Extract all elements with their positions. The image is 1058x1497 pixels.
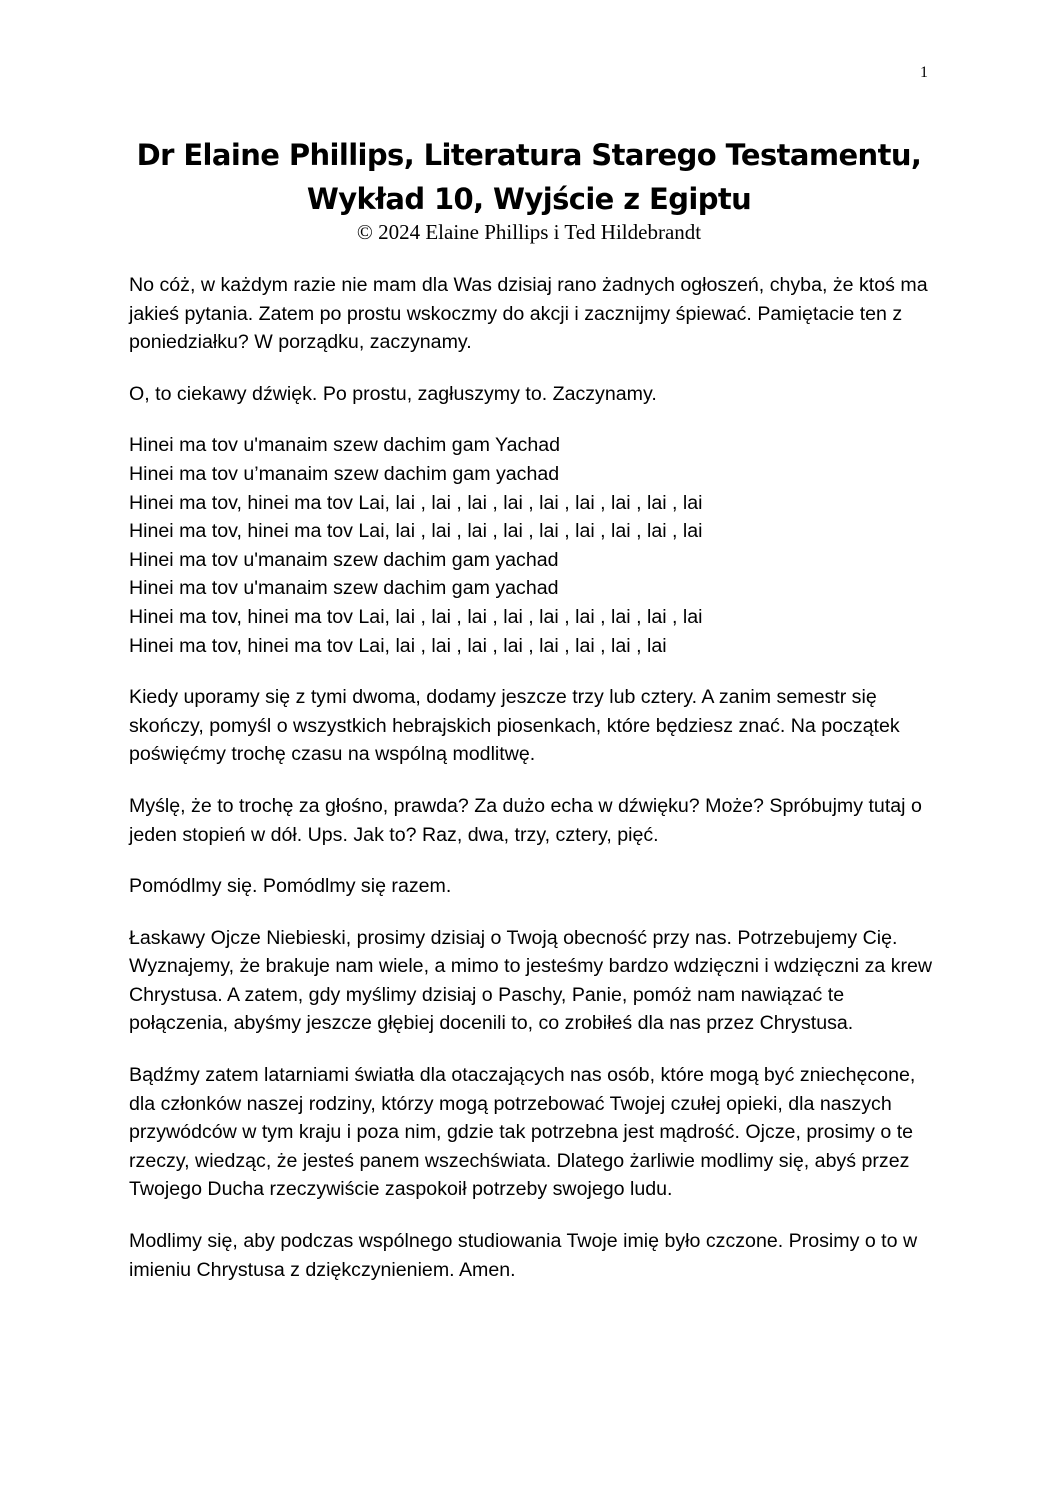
paragraph: Łaskawy Ojcze Niebieski, prosimy dzisiaj o Twoją obecność przy nas. Potrzebujemy Cię. Wyznajemy, że brakuje nam wiele, a mimo to jesteśmy bardzo wdzięczni i wdzięczni za krew Chrystusa. A zatem, gdy myślimy dzisiaj o Paschy, Panie, pomóż nam nawiązać te połączenia, abyśmy jeszcze głębiej docenili to, co zrobiłeś dla nas przez Chrystusa. <box>129 926 933 1035</box>
paragraph: Kiedy uporamy się z tymi dwoma, dodamy jeszcze trzy lub cztery. A zanim semestr się skończy, pomyśl o wszystkich hebrajskich piosenkach, które będziesz znać. Na początek poświęćmy trochę czasu na wspólną modlitwę. <box>129 686 900 766</box>
paragraph: Modlimy się, aby podczas wspólnego studiowania Twoje imię było czczone. Prosimy o to w imieniu Chrystusa z dziękczynieniem. Amen. <box>129 1230 918 1281</box>
copyright-notice: © 2024 Elaine Phillips i Ted Hildebrandt <box>356 220 702 244</box>
document-body <box>129 271 939 1307</box>
lyric-line: Hinei ma tov, hinei ma tov Lai, lai , lai , lai , lai , lai , lai , lai , lai , lai <box>129 605 703 628</box>
lyric-line: Hinei ma tov, hinei ma tov Lai, lai , lai , lai , lai , lai , lai , lai , lai <box>129 634 667 657</box>
paragraph: Myślę, że to trochę za głośno, prawda? Za dużo echa w dźwięku? Może? Spróbujmy tutaj o jeden stopień w dół. Ups. Jak to? Raz, dwa, trzy, cztery, pięć. <box>129 794 922 846</box>
lyric-line: Hinei ma tov u'manaim szew dachim gam Yachad <box>129 434 561 457</box>
paragraph: Pomódlmy się. Pomódlmy się razem. <box>129 875 452 898</box>
paragraph: Bądźmy zatem latarniami światła dla otaczających nas osób, które mogą być zniechęcone, dla członków naszej rodziny, którzy mogą potrzebować Twojej czułej opieki, dla naszych przywódców w tym kraju i poza nim, gdzie tak potrzebna jest mądrość. Ojcze, prosimy o te rzeczy, wiedząc, że jesteś panem wszechświata. Dlatego żarliwie modlimy się, abyś przez Twojego Ducha rzeczywiście zaspokoił potrzeby swojego ludu. <box>129 1064 916 1201</box>
document-title-line-1: Dr Elaine Phillips, Literatura Starego Testamentu, <box>136 138 922 172</box>
lyric-line: Hinei ma tov u'manaim szew dachim gam yachad <box>129 577 559 600</box>
paragraph: O, to ciekawy dźwięk. Po prostu, zagłuszymy to. Zaczynamy. <box>129 382 657 405</box>
lyric-line: Hinei ma tov, hinei ma tov Lai, lai , lai , lai , lai , lai , lai , lai , lai , lai <box>129 520 703 543</box>
lyric-line: Hinei ma tov u'manaim szew dachim gam yachad <box>129 548 559 571</box>
song-lyrics <box>129 431 939 660</box>
paragraph: No cóż, w każdym razie nie mam dla Was dzisiaj rano żadnych ogłoszeń, chyba, że ktoś ma jakieś pytania. Zatem po prostu wskoczmy do akcji i zacznijmy śpiewać. Pamiętacie ten z poniedziałku? W porządku, zaczynamy. <box>129 274 928 354</box>
lyric-line: Hinei ma tov u’manaim szew dachim gam yachad <box>129 462 560 485</box>
title-block <box>0 133 1058 245</box>
page-number: 1 <box>920 64 928 81</box>
lyric-line: Hinei ma tov, hinei ma tov Lai, lai , lai , lai , lai , lai , lai , lai , lai , lai <box>129 491 703 514</box>
document-title-line-2: Wykład 10, Wyjście z Egiptu <box>306 182 752 216</box>
